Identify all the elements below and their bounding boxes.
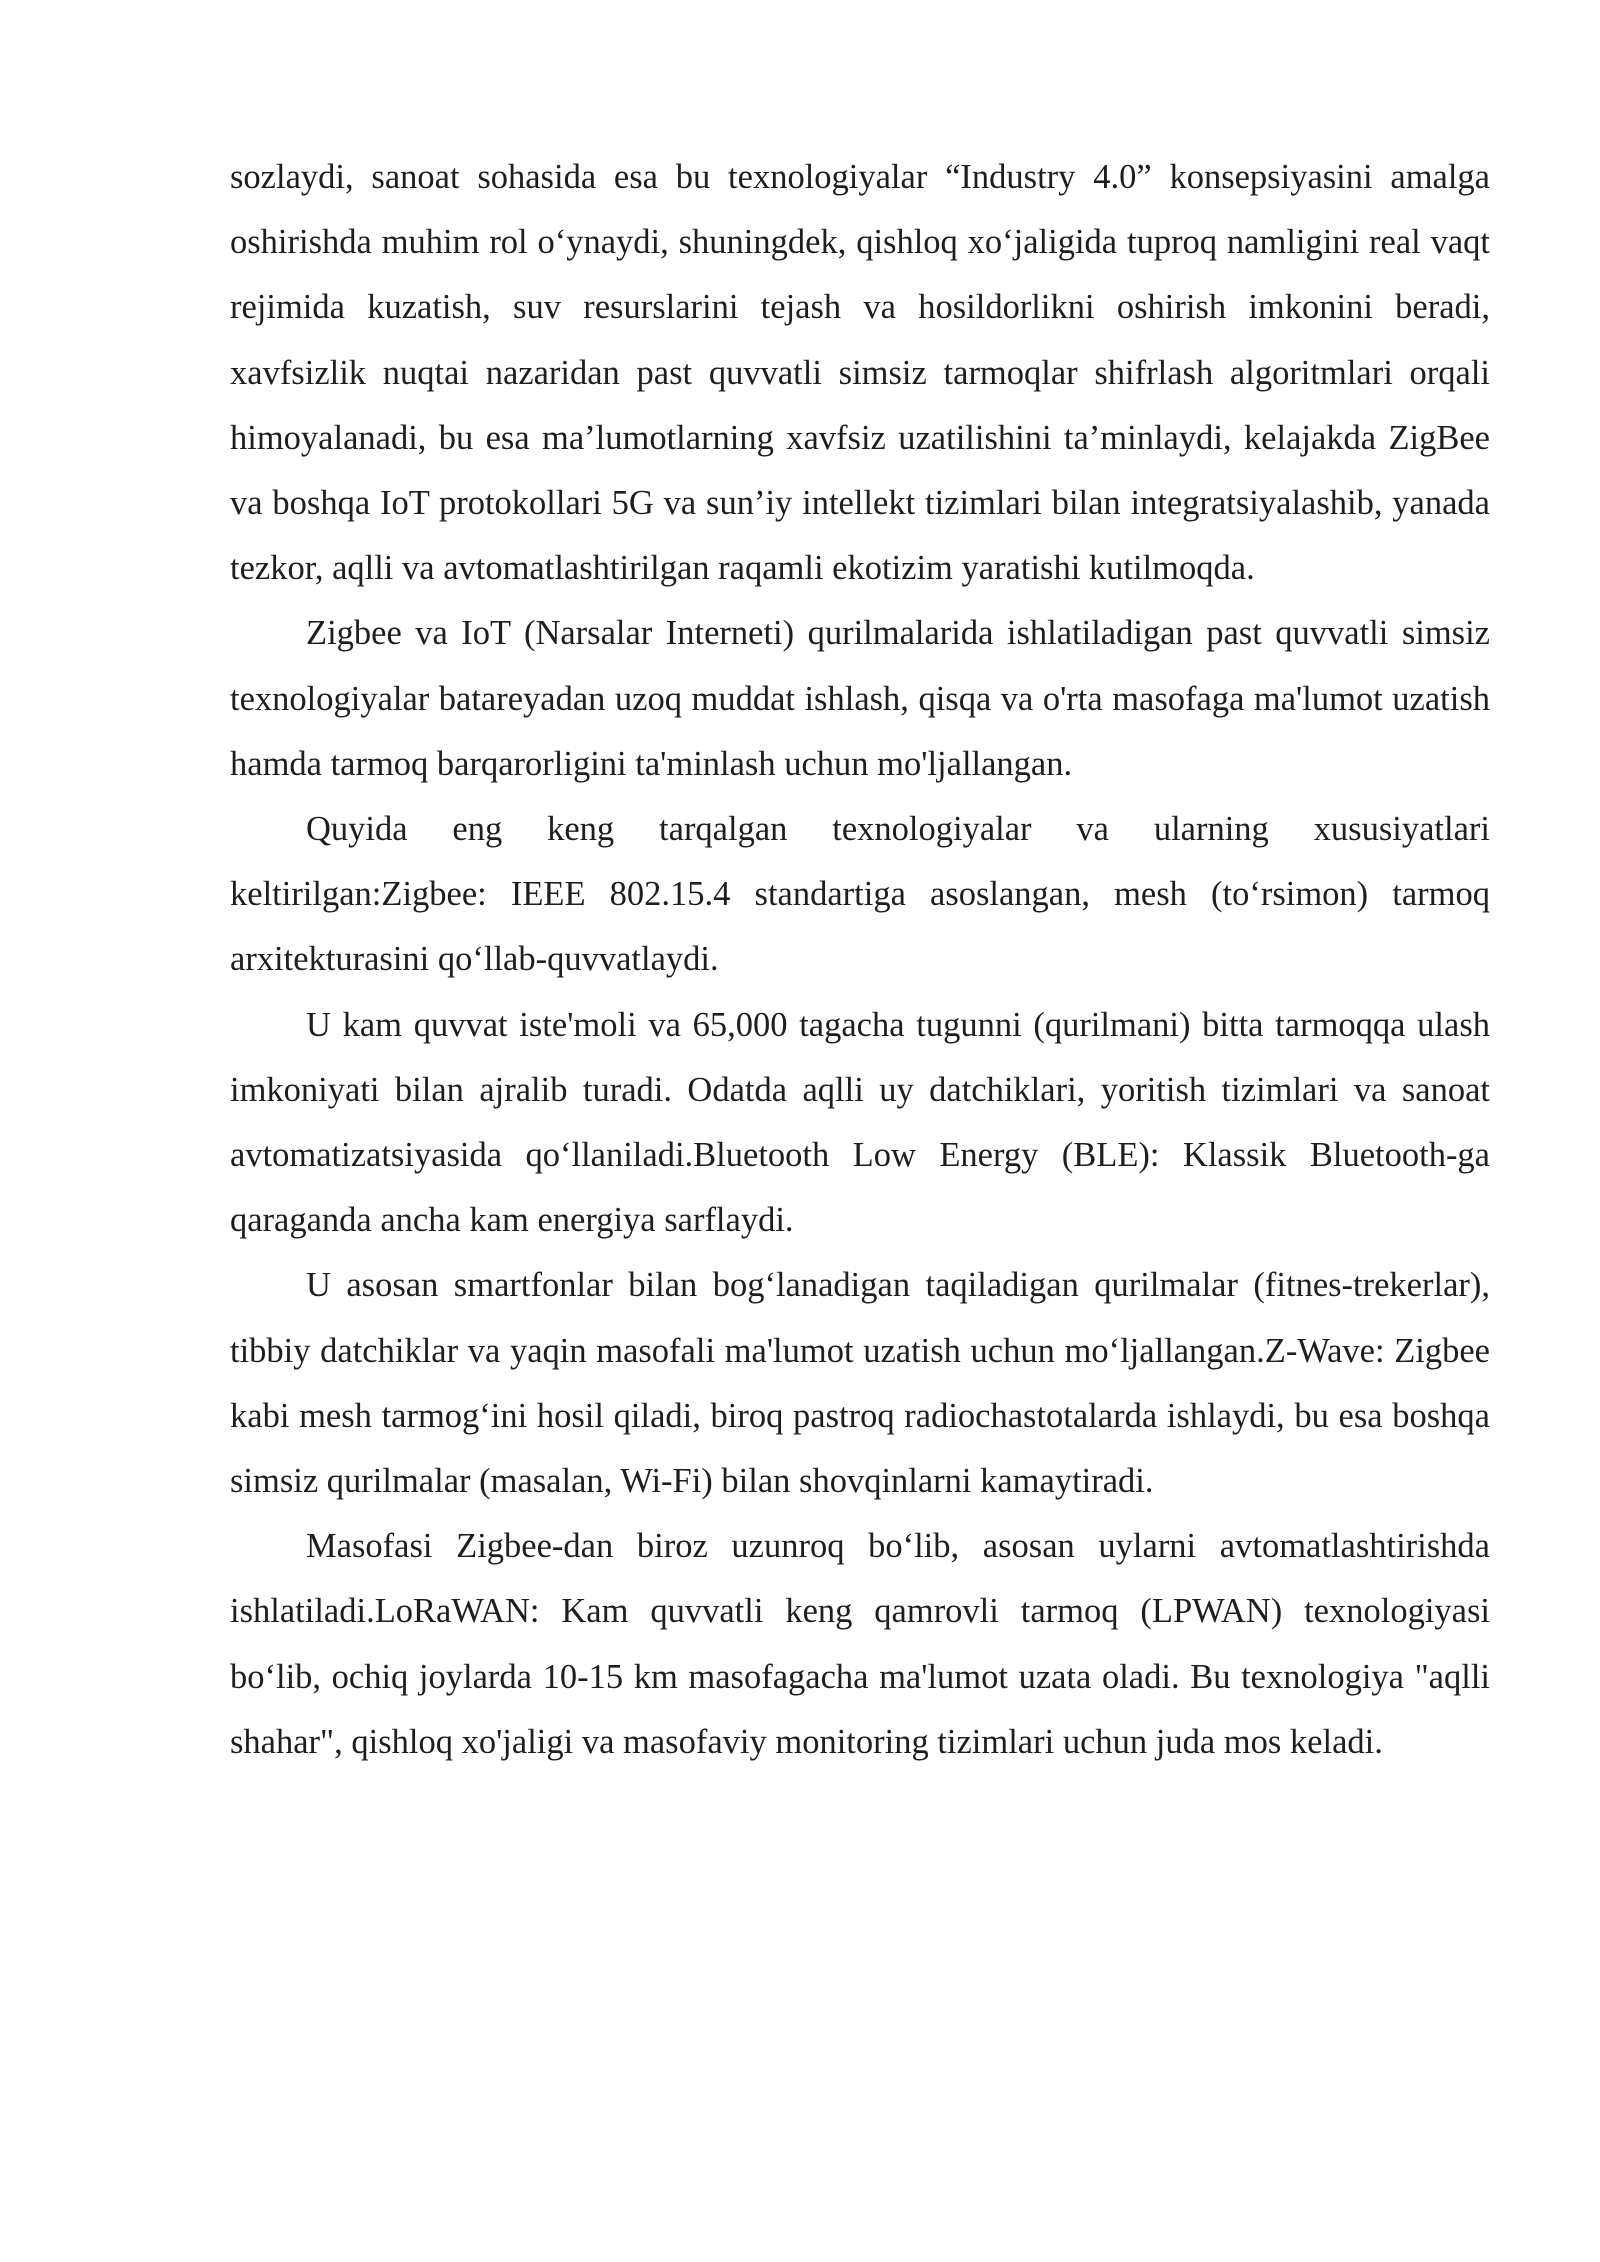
paragraph: U kam quvvat iste'moli va 65,000 tagacha tugunni (qurilmani) bitta tarmoqqa ulash imkoniyati bilan ajralib turadi. Odatda aqlli uy datchiklari, yoritish tizimlari va sanoat avtomatizatsiyasida qo‘llaniladi.Bluetooth Low Energy (BLE): Klassik Bluetooth-ga qaraganda ancha kam energiya sarflaydi. [230, 1005, 1490, 1240]
document-body [230, 145, 1490, 1775]
paragraph: Masofasi Zigbee-dan biroz uzunroq bo‘lib, asosan uylarni avtomatlashtirishda ishlatiladi.LoRaWAN: Kam quvvatli keng qamrovli tarmoq (LPWAN) texnologiyasi bo‘lib, ochiq joylarda 10-15 km masofagacha ma'lumot uzata oladi. Bu texnologiya "aqlli shahar", qishloq xo'jaligi va masofaviy monitoring tizimlari uchun juda mos keladi. [230, 1527, 1490, 1761]
paragraph: U asosan smartfonlar bilan bog‘lanadigan taqiladigan qurilmalar (fitnes-trekerlar), tibbiy datchiklar va yaqin masofali ma'lumot uzatish uchun mo‘ljallangan.Z-Wave: Zigbee kabi mesh tarmog‘ini hosil qiladi, biroq pastroq radiochastotalarda ishlaydi, bu esa boshqa simsiz qurilmalar (masalan, Wi-Fi) bilan shovqinlarni kamaytiradi. [230, 1266, 1490, 1501]
paragraph: Quyida eng keng tarqalgan texnologiyalar va ularning xususiyatlari keltirilgan:Zigbee: IEEE 802.15.4 standartiga asoslangan, mesh (to‘rsimon) tarmoq arxitekturasini qo‘llab-quvvatlaydi. [230, 810, 1490, 979]
paragraph: Zigbee va IoT (Narsalar Interneti) qurilmalarida ishlatiladigan past quvvatli simsiz texnologiyalar batareyadan uzoq muddat ishlash, qisqa va o'rta masofaga ma'lumot uzatish hamda tarmoq barqarorligini ta'minlash uchun mo'ljallangan. [230, 614, 1490, 783]
paragraph-continued: sozlaydi, sanoat sohasida esa bu texnologiyalar “Industry 4.0” konsepsiyasini amalga oshirishda muhim rol o‘ynaydi, shuningdek, qishloq xo‘jaligida tuproq namligini real vaqt rejimida kuzatish, suv resurslarini tejash va hosildorlikni oshirish imkonini beradi, xavfsizlik nuqtai nazaridan past quvvatli simsiz tarmoqlar shifrlash algoritmlari orqali himoyalanadi, bu esa ma’lumotlarning xavfsiz uzatilishini ta’minlaydi, kelajakda ZigBee va boshqa IoT protokollari 5G va sun’iy intellekt tizimlari bilan integratsiyalashib, yanada tezkor, aqlli va avtomatlashtirilgan raqamli ekotizim yaratishi kutilmoqda. [230, 158, 1490, 588]
